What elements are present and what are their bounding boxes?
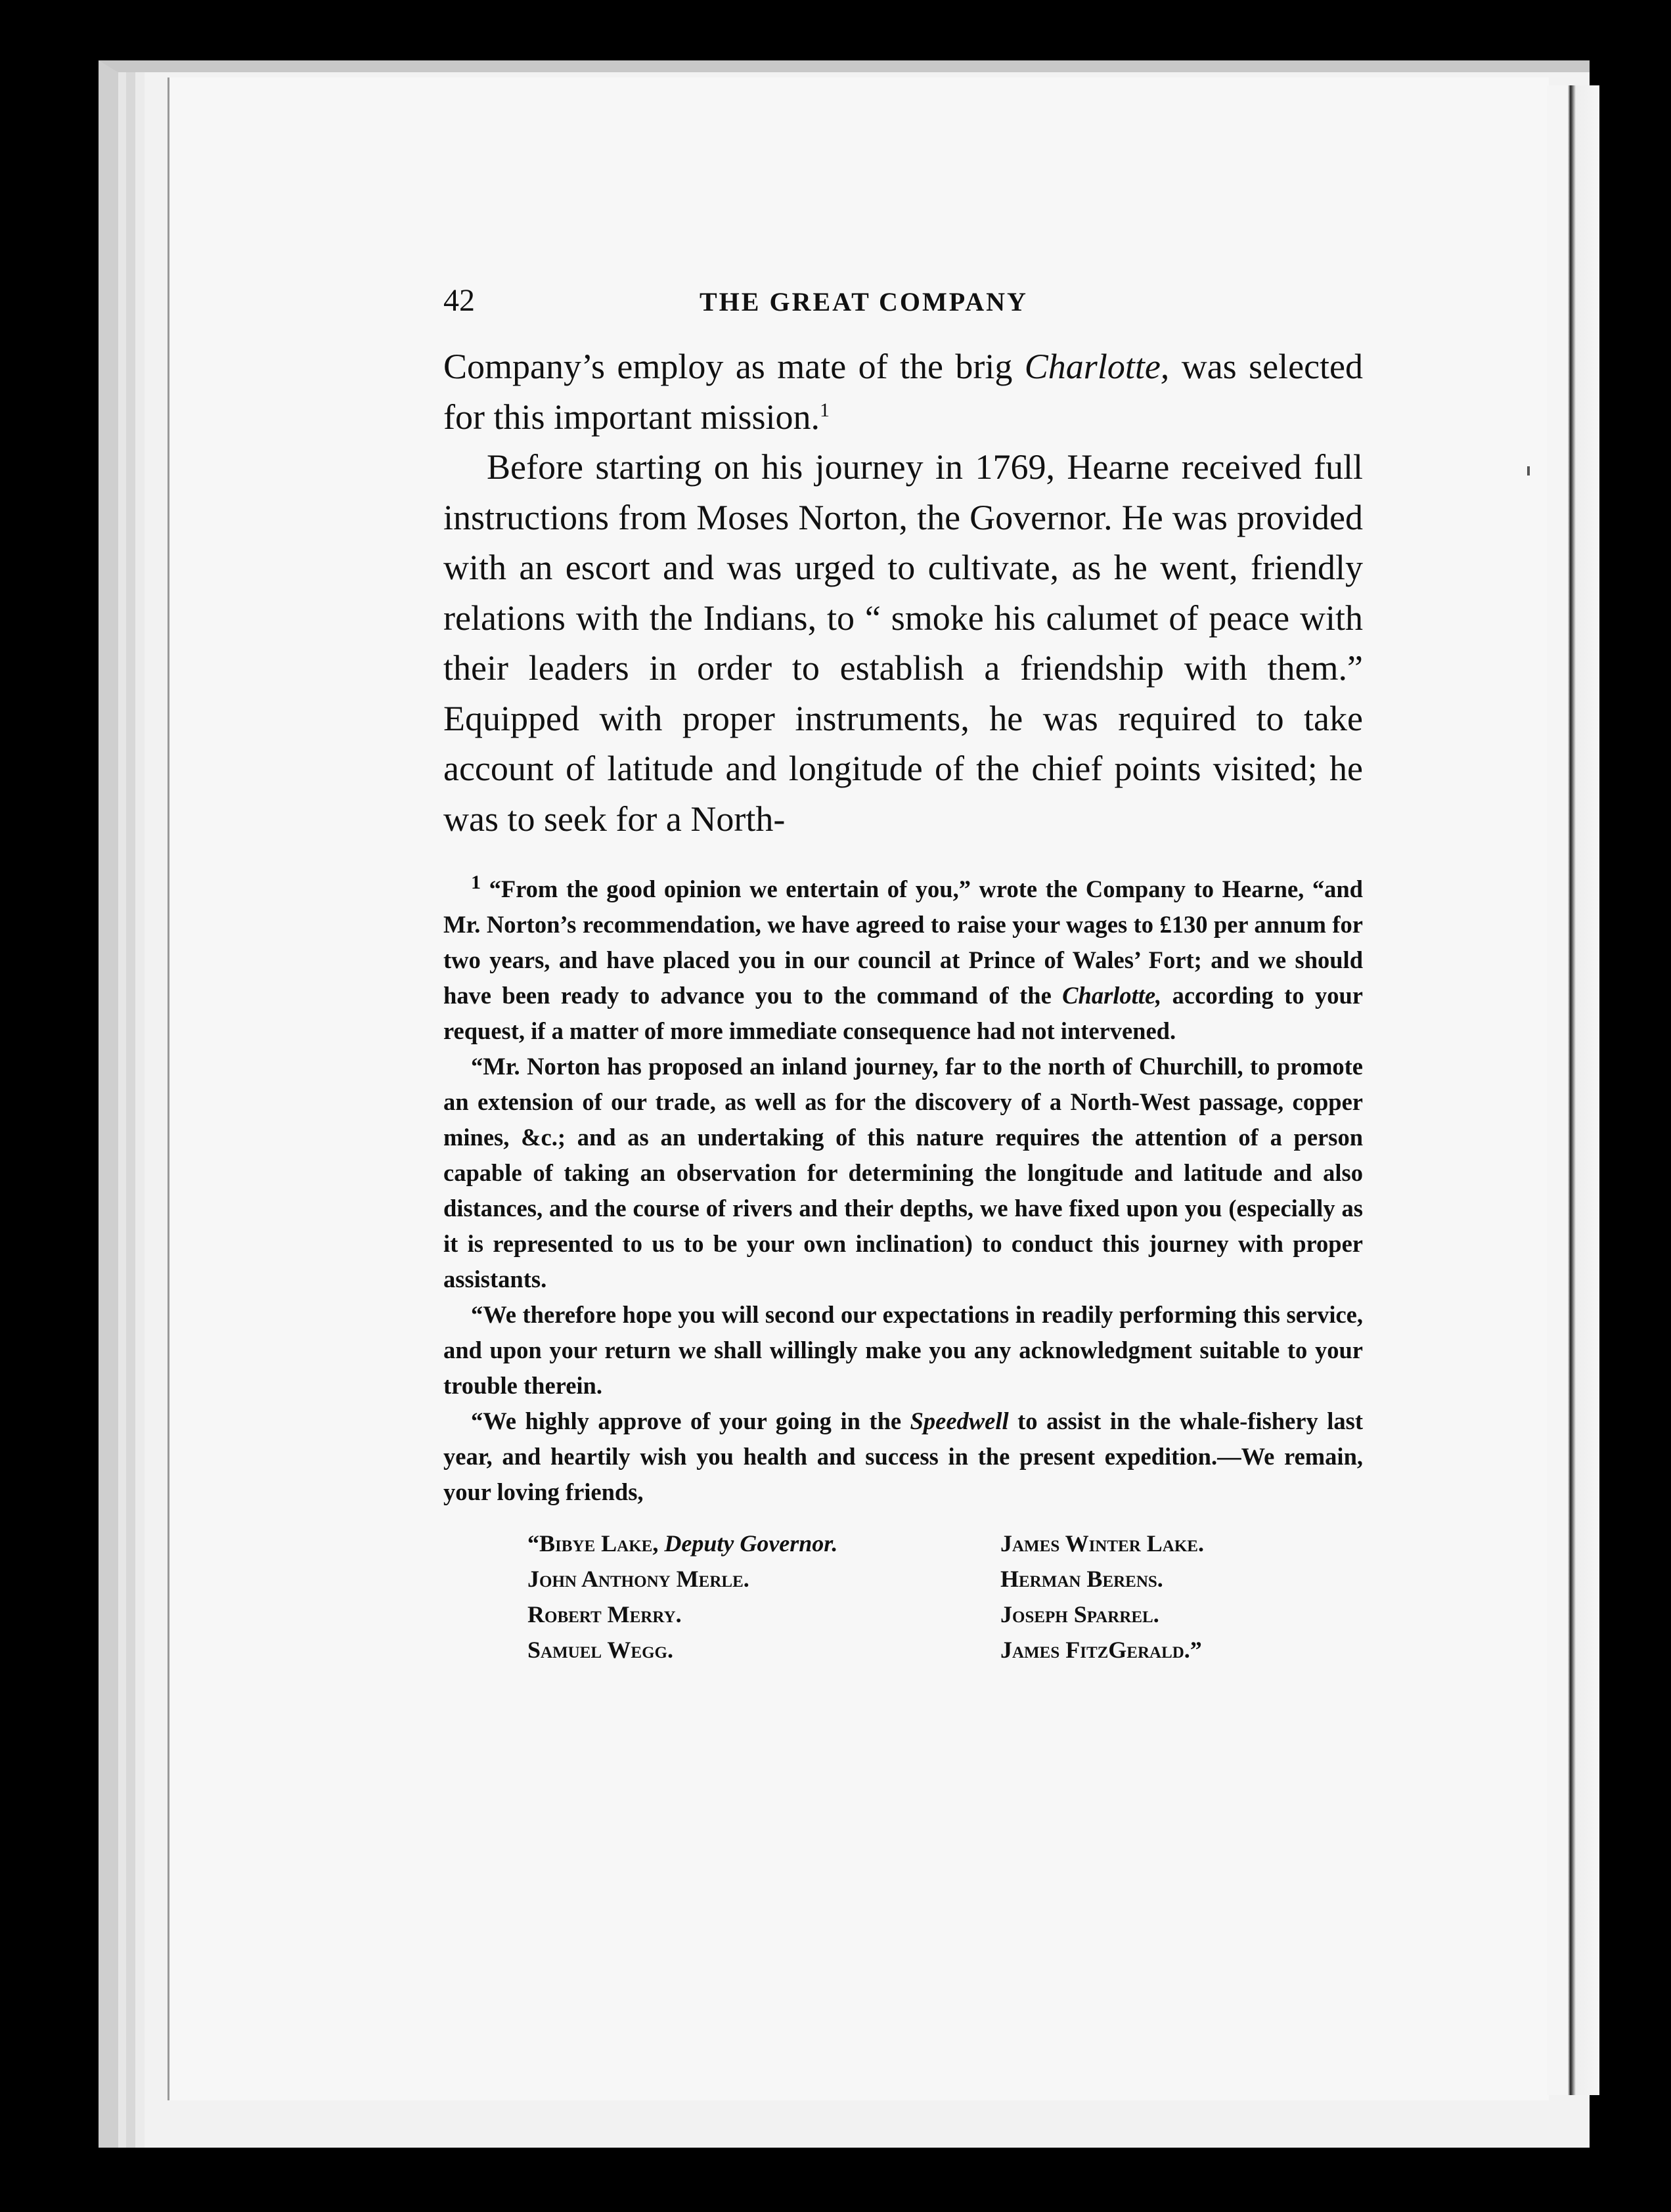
footnote-text-span: “From the good opinion we entertain of you,” wrote the Company to Hearne, “and Mr. Norton’s recommendation, we have agreed to raise your wages to £130 per annum for two years, and have placed you in our council at Prince of Wales’ Fort; and we should have been ready to advance you to the command of the [443,875,1363,1009]
footnote-text-span: to assist in the whale-fishery last year, and heartily wish you health and success in the present expedition.—We remain, your loving friends, [443,1407,1363,1505]
footnote-paragraph-3: “We therefore hope you will second our expectations in readily performing this service, and upon your return we shall willingly make you any acknowledgment suitable to your trouble therein. [443,1301,1363,1399]
footnote [443,872,1363,1668]
signature: Joseph Sparrel. [1000,1601,1159,1627]
signature: Robert Merry. [527,1601,682,1627]
footnote-paragraph-4 [443,1404,1363,1510]
footnote-paragraph-1 [443,872,1363,1049]
signature: Herman Berens. [1000,1566,1163,1592]
ship-name-charlotte: Charlotte, [1024,347,1170,386]
signature: Samuel Wegg. [527,1637,673,1663]
footnote-reference: 1 [820,399,830,421]
footnote-paragraph-2: “Mr. Norton has proposed an inland journey, far to the north of Churchill, to promote an extension of our trade, as well as for the discovery of a North-West passage, copper mines, &c.; and as an undertaking of this nature requires the attention of a person capable of taking an observation for determining the longitude and latitude and also distances, and the course of rivers and their depths, we have fixed upon you (especially as it is represented to us to be your own inclination) to conduct this journey with proper assistants. [443,1053,1363,1293]
signatures-left-column [527,1526,1000,1668]
facing-page-edge [1547,85,1599,2095]
body-paragraph-2: Before starting on his journey in 1769, Hearne received full instructions from Moses Norton, the Governor. He was provided with an escort and was urged to cultivate, as he went, friendly relations with the Indians, to “ smoke his calumet of peace with their leaders in order to establish a friendship with them.” Equipped with proper instruments, he was required to take account of latitude and longitude of the chief points visited; he was to seek for a North- [443,447,1363,839]
page-number: 42 [443,283,475,318]
running-title: THE GREAT COMPANY [700,287,1028,317]
margin-mark [1527,466,1530,476]
ship-name-speedwell: Speedwell [910,1407,1009,1434]
signatures [443,1526,1363,1668]
signature-role: Deputy Governor. [664,1530,838,1557]
body-paragraph-1 [443,342,1363,442]
footnote-number: 1 [471,871,481,893]
footnote-text-span: “We highly approve of your going in the [471,1407,910,1434]
running-head [443,282,1363,342]
footnote-text-span: according to your request, if a matter of more immediate consequence had not intervened. [443,982,1363,1044]
ship-name-charlotte: Charlotte, [1062,982,1162,1009]
body-text-span: was selected for this important mission. [443,347,1364,437]
body-text-span: Company’s employ as mate of the brig [443,347,1025,386]
body-text [443,342,1363,844]
signature: James FitzGerald.” [1000,1637,1202,1663]
signature-name: “Bibye Lake, [527,1530,665,1557]
signatures-right-column [1000,1526,1342,1668]
page-content [443,282,1363,1668]
signature: John Anthony Merle. [527,1566,749,1592]
signature: James Winter Lake. [1000,1530,1204,1557]
signature [527,1526,1000,1561]
